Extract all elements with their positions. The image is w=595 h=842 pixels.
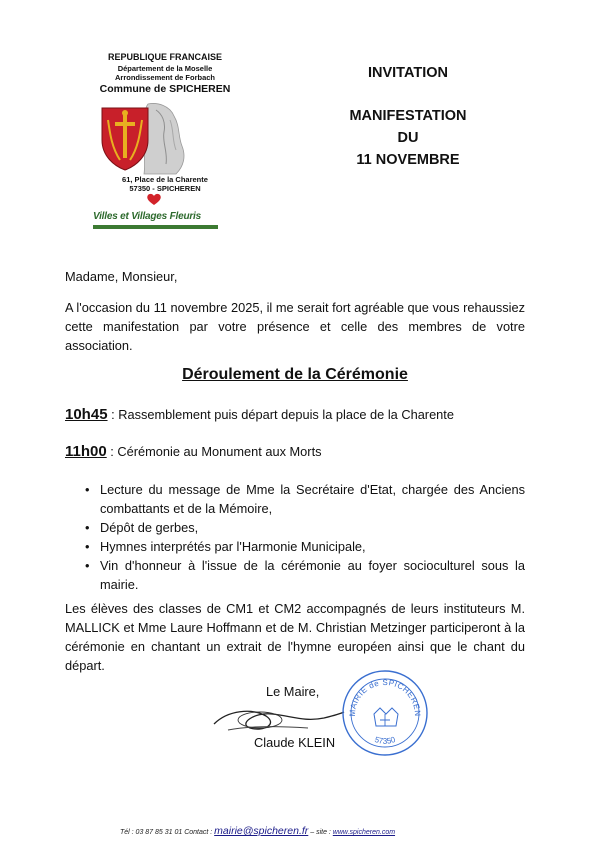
schedule-item bbox=[65, 442, 525, 461]
letterhead-commune: Commune de SPICHEREN bbox=[99, 83, 231, 95]
footer-tel: Tél : 03 87 85 31 01 Contact : bbox=[120, 829, 215, 836]
villes-villages-fleuris-bar bbox=[93, 225, 218, 229]
section-title: Déroulement de la Cérémonie bbox=[182, 366, 408, 383]
ceremony-bullet-list bbox=[80, 480, 525, 594]
svg-text:57350 bbox=[373, 735, 397, 746]
title-date: 11 NOVEMBRE bbox=[356, 152, 460, 168]
footer-contact bbox=[120, 825, 395, 837]
list-item: • Lecture du message de Mme la Secrétaire d'Etat, chargée des Anciens combattants et de la Mémoire, bbox=[80, 480, 525, 518]
schedule-text: : Rassemblement puis départ depuis la place de la Charente bbox=[107, 407, 454, 422]
mairie-stamp-icon bbox=[340, 668, 430, 758]
commune-crest-icon bbox=[96, 100, 191, 176]
title-manifestation: MANIFESTATION bbox=[349, 108, 467, 124]
letterhead-department: Département de la Moselle bbox=[117, 64, 213, 73]
title-invitation: INVITATION bbox=[367, 65, 448, 81]
footer-email-link[interactable]: mairie@spicheren.fr bbox=[214, 825, 309, 837]
signature-title: Le Maire, bbox=[266, 684, 320, 699]
title-du: DU bbox=[397, 130, 419, 146]
svg-text:MAIRIE de SPICHEREN bbox=[348, 678, 422, 717]
paragraph-intro: A l'occasion du 11 novembre 2025, il me serait fort agréable que vous rehaussiez cette manifestation par votre présence et celle des membres de votre association. bbox=[65, 300, 525, 353]
schedule-time: 10h45 bbox=[65, 406, 108, 423]
signature-name: Claude KLEIN bbox=[254, 735, 336, 750]
flower-heart-icon bbox=[146, 193, 162, 206]
footer-site-label: – site : bbox=[308, 829, 333, 836]
letterhead-address-line2: 57350 - SPICHEREN bbox=[129, 184, 201, 193]
schedule-time: 11h00 bbox=[65, 443, 107, 460]
stamp-text-bottom: 57350 bbox=[373, 734, 397, 746]
letterhead-republic: REPUBLIQUE FRANCAISE bbox=[107, 52, 222, 62]
paragraph-students: Les élèves des classes de CM1 et CM2 accompagnés de leurs instituteurs M. MALLICK et Mme Laure Hoffmann et de M. Christian Metzinger participeront à la cérémonie en chantant un extrait de l'hymne européen ainsi que le chant du départ. bbox=[65, 601, 525, 673]
letterhead-address-line1: 61, Place de la Charente bbox=[122, 175, 208, 184]
villes-villages-fleuris-label: Villes et Villages Fleuris bbox=[93, 211, 201, 222]
schedule-item bbox=[65, 405, 525, 424]
greeting: Madame, Monsieur, bbox=[65, 269, 178, 284]
list-item: • Vin d'honneur à l'issue de la cérémonie au foyer socioculturel sous la mairie. bbox=[80, 556, 525, 594]
signature-scribble bbox=[208, 700, 348, 738]
stamp-text-top: MAIRIE de SPICHEREN bbox=[347, 677, 423, 717]
letterhead-arrondissement: Arrondissement de Forbach bbox=[114, 73, 216, 82]
footer-site-link[interactable]: www.spicheren.com bbox=[332, 829, 396, 836]
schedule-text: : Cérémonie au Monument aux Morts bbox=[106, 444, 322, 459]
list-item: • Hymnes interprétés par l'Harmonie Municipale, bbox=[80, 537, 525, 556]
list-item: • Dépôt de gerbes, bbox=[80, 518, 525, 537]
